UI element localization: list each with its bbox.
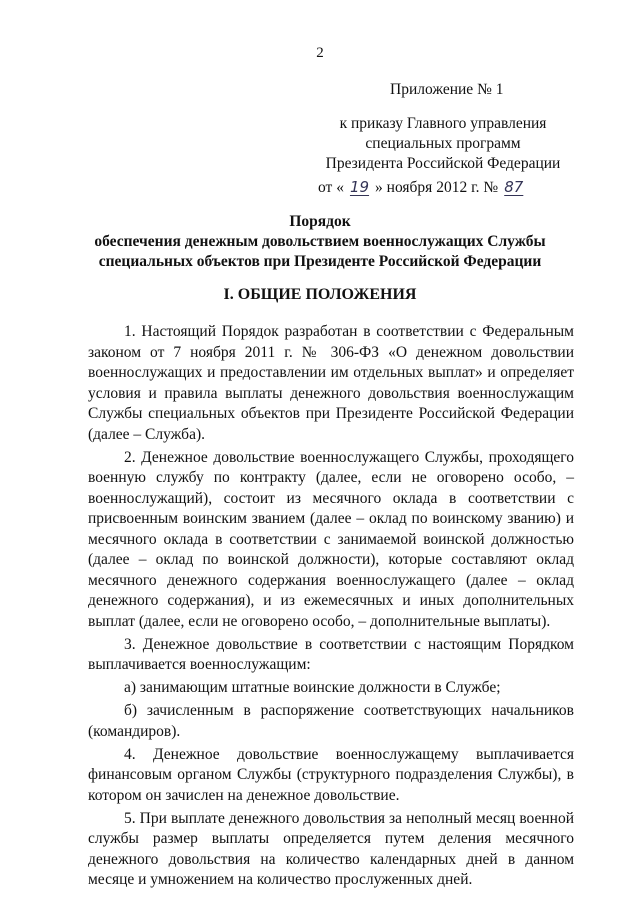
paragraph: 4. Денежное довольствие военнослужащему выплачивается финансовым органом Службы (структурного подразделения Службы), в котором он зачислен на денежное довольствие.: [88, 745, 574, 804]
heading-line: специальных объектов при Президенте Российской Федерации: [98, 253, 542, 270]
annex-order-number: 87: [504, 178, 524, 196]
paragraph: б) зачисленным в распоряжение соответствующих начальников (командиров).: [88, 702, 574, 740]
paragraph: 5. При выплате денежного довольствия за неполный месяц военной службы размер выплаты определяется путем деления месячного денежного довольствия на количество календарных дней в данном месяце и умножением на количество прослуженных дней.: [88, 809, 574, 888]
page-number: 2: [316, 45, 324, 61]
paragraph: 2. Денежное довольствие военнослужащего Службы, проходящего военную службу по контракту (далее, если не оговорено особо, – военнослужащий), состоит из месячного оклада в соответствии с присвоенным воинским званием (далее – оклад по воинскому званию) и месячного оклада в соответствии с занимаемой воинской должностью (далее – оклад по воинской должности), которые составляют оклад месячного денежного содержания военнослужащего (далее – оклад денежного содержания), и из ежемесячных и иных дополнительных выплат (далее, если не оговорено особо, – дополнительные выплаты).: [88, 448, 574, 630]
paragraph: 3. Денежное довольствие в соответствии с настоящим Порядком выплачивается военнослужащим:: [88, 635, 574, 673]
document-body: [88, 322, 574, 893]
paragraph: а) занимающим штатные воинские должности в Службе;: [124, 679, 501, 696]
paragraph: 1. Настоящий Порядок разработан в соответствии с Федеральным законом от 7 ноября 2011 г. № 306-ФЗ «О денежном довольствии военнослужащих и предоставлении им отдельных выплат» и определяет условия и правила выплаты денежного довольствия военнослужащим Службы специальных объектов при Президенте Российской Федерации (далее – Служба).: [88, 323, 574, 443]
heading-line: обеспечения денежным довольствием военнослужащих Службы: [94, 233, 546, 250]
annex-order-lines: [318, 114, 568, 174]
annex-line: специальных программ: [365, 135, 521, 152]
annex-title: Приложение № 1: [390, 81, 504, 98]
document-heading: [0, 212, 640, 272]
annex-date-day: 19: [349, 178, 370, 196]
annex-date-line: [318, 177, 529, 198]
heading-line: Порядок: [289, 213, 351, 230]
annex-line: Президента Российской Федерации: [325, 155, 561, 172]
section-heading: I. ОБЩИЕ ПОЛОЖЕНИЯ: [223, 286, 417, 303]
annex-line: к приказу Главного управления: [339, 115, 547, 132]
annex-date-prefix: от «: [318, 179, 344, 196]
annex-date-middle: » ноября 2012 г. №: [375, 179, 499, 196]
